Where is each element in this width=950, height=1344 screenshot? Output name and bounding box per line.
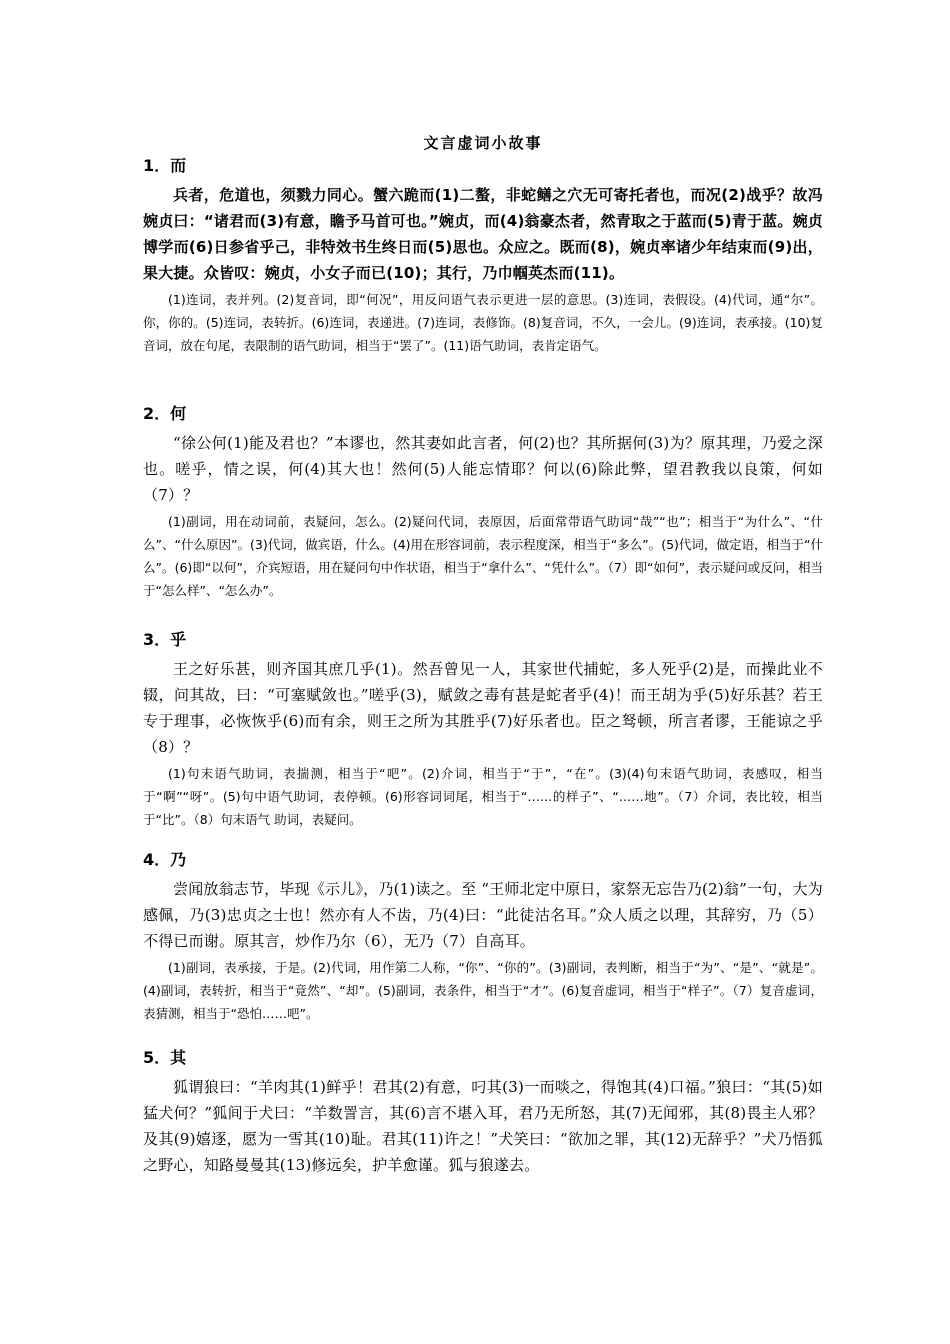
story-paragraph: 王之好乐甚，则齐国其庶几乎(1)。然吾曾见一人，其家世代捕蛇，多人死乎(2)是，而操此业不辍，问其故，曰：“可塞赋敛也。”嗟乎(3)，赋敛之毒有甚是蛇者乎(4)！而王胡为乎(5)好乐甚？若王专于理事，必恢恢乎(6)而有余，则王之所为其胜乎(7)好乐者也。臣之驽顿，所言者谬，王能谅之乎（8）？	[143, 660, 823, 756]
document-page	[143, 118, 823, 1174]
story-paragraph: “徐公何(1)能及君也？”本谬也，然其妻如此言者，何(2)也？其所据何(3)为？原其理，乃爱之深也。嗟乎，情之误，何(4)其大也！然何(5)人能忘情耶？何以(6)除此弊，望君教我以良策，何如（7）？	[143, 434, 823, 504]
section-he	[143, 402, 823, 602]
section-heading: 2．何	[143, 404, 187, 423]
notes-paragraph: (1)连词，表并列。(2)复音词，即“何况”，用反问语气表示更进一层的意思。(3)连词，表假设。(4)代词，通“尔”。你，你的。(5)连词，表转折。(6)连词，表递进。(7)连词，表修饰。(8)复音词，不久，一会儿。(9)连词，表承接。(10)复音词，放在句尾，表限制的语气助词，相当于“罢了”。(11)语气助词，表肯定语气。	[143, 292, 823, 353]
story-paragraph: 尝闻放翁志节，毕现《示儿》，乃(1)读之。至 “王师北定中原日，家祭无忘告乃(2)翁”一句，大为感佩，乃(3)忠贞之士也！然亦有人不齿，乃(4)曰：“此徒沽名耳。”众人质之以理，其辞穷，乃（5）不得已而谢。原其言，炒作乃尔（6），无乃（7）自高耳。	[143, 880, 823, 950]
section-heading: 4．乃	[143, 850, 187, 869]
section-hu	[143, 628, 823, 831]
story-paragraph: 兵者，危道也，须戮力同心。蟹六跪而(1)二螯，非蛇鳝之穴无可寄托者也，而况(2)战乎？故冯婉贞曰：“诸君而(3)有意，瞻予马首可也。”婉贞，而(4)翁豪杰者，然青取之于蓝而(5)青于蓝。婉贞博学而(6)日参省乎己，非特效书生终日而(5)思也。众应之。既而(8)，婉贞率诸少年结束而(9)出，果大捷。众皆叹：婉贞，小女子而已(10)；其行，乃巾帼英杰而(11)。	[143, 186, 823, 282]
section-nai	[143, 848, 823, 1025]
section-heading: 5．其	[143, 1048, 187, 1067]
notes-paragraph: (1)副词，表承接，于是。(2)代词，用作第二人称，“你”、“你的”。(3)副词，表判断，相当于“为”、“是”、“就是”。(4)副词，表转折，相当于“竟然”、“却”。(5)副词，表条件，相当于“才”。(6)复音虚词，相当于“样子”。（7）复音虚词，表猜测，相当于“恐怕……吧”。	[143, 960, 823, 1021]
section-heading: 3．乎	[143, 630, 187, 649]
notes-paragraph: (1)副词，用在动词前，表疑问，怎么。(2)疑问代词，表原因，后面常带语气助词“哉”“也”；相当于“为什么”、“什么”、“什么原因”。(3)代词，做宾语，什么。(4)用在形容词前，表示程度深，相当于“多么”。(5)代词，做定语，相当于“什么”。(6)即“以何”，介宾短语，用在疑问句中作状语，相当于“拿什么”、“凭什么”。（7）即“如何”，表示疑问或反问，相当于“怎么样”、“怎么办”。	[143, 514, 823, 598]
notes-paragraph: (1)句末语气助词，表揣测，相当于“吧”。(2)介词，相当于“于”，“在”。(3)(4)句末语气助词，表感叹，相当于“啊”“呀”。(5)句中语气助词，表停顿。(6)形容词词尾，相当于“……的样子”、“……地”。（7）介词，表比较，相当于“比”。（8）句末语气 助词，表疑问。	[143, 766, 823, 827]
section-qi	[143, 1046, 823, 1178]
section-heading: 1．而	[143, 156, 187, 175]
document-title: 文言虚词小故事	[423, 134, 543, 152]
story-paragraph: 狐谓狼曰：“羊肉其(1)鲜乎！君其(2)有意，叼其(3)一而啖之，得饱其(4)口福。”狼曰：“其(5)如猛犬何？”狐间于犬曰：“羊数詈言，其(6)言不堪入耳，君乃无所怒，其(7)无闻邪，其(8)畏主人邪？及其(9)嬉逐，愿为一雪其(10)耻。君其(11)许之！”犬笑曰：“欲加之罪，其(12)无辞乎？”犬乃悟狐之野心，知路曼曼其(13)修远矣，护羊愈谨。狐与狼遂去。	[143, 1078, 823, 1174]
section-er	[143, 154, 823, 357]
